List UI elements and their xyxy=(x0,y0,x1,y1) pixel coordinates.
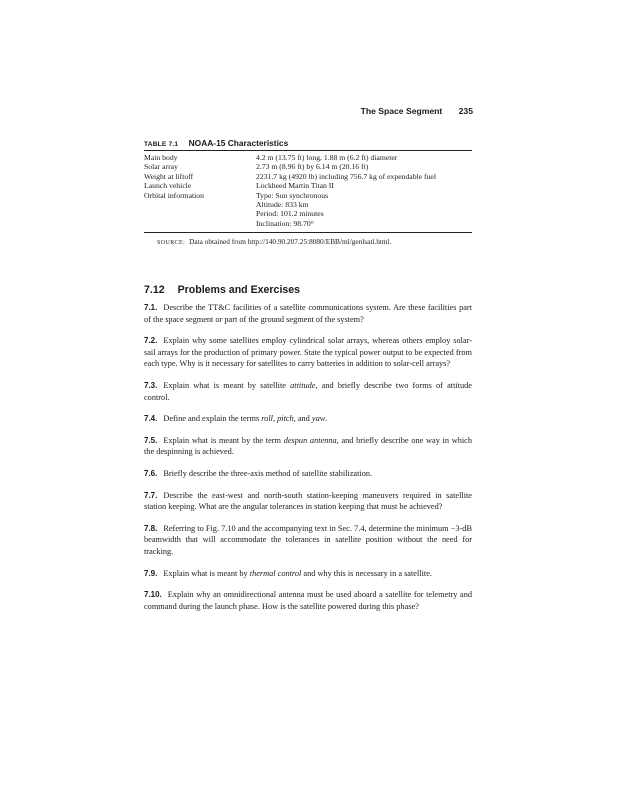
problem-text: Describe the east-west and north-south station-keeping maneuvers required in satellite station keeping. What are the angular tolerances in station keeping that must be achieved? xyxy=(144,490,472,512)
running-header xyxy=(361,106,473,116)
problem-term: despun antenna xyxy=(283,435,337,445)
problem-item xyxy=(144,380,472,403)
source-text: Data obtained from http://140.90.207.25:8080/EBB/ml/genlsatl.html. xyxy=(189,237,392,246)
problem-item xyxy=(144,435,472,458)
problem-item xyxy=(144,302,472,325)
section-number: 7.12 xyxy=(144,284,165,296)
problem-item xyxy=(144,468,472,480)
problem-text: Briefly describe the three-axis method of satellite stabilization. xyxy=(163,468,373,478)
table-value-line: Type: Sun synchronous xyxy=(256,190,329,200)
table-row xyxy=(144,162,472,171)
table-value-line: Lockheed Martin Titan II xyxy=(256,181,334,191)
problem-number: 7.7. xyxy=(144,490,158,500)
table-row-value xyxy=(256,172,472,181)
problem-text: Explain what is meant by the term xyxy=(163,435,284,445)
table-row xyxy=(144,181,472,190)
problem-number: 7.6. xyxy=(144,468,158,478)
table-row-label: Solar array xyxy=(144,162,178,172)
problem-item xyxy=(144,413,472,425)
problem-text: , and xyxy=(293,414,312,424)
section-title: Problems and Exercises xyxy=(177,284,301,296)
table-row-label: Main body xyxy=(144,153,178,162)
problem-term: pitch xyxy=(277,414,294,424)
problem-number: 7.4. xyxy=(144,414,158,424)
table-title: NOAA-15 Characteristics xyxy=(188,138,289,148)
problem-item xyxy=(144,568,472,580)
problem-term: thermal control xyxy=(249,568,302,578)
table-row xyxy=(144,153,472,162)
problem-item xyxy=(144,589,472,612)
problem-list xyxy=(144,302,472,622)
problem-text: Describe the TT&C facilities of a satellite communications system. Are these facilities part of the space segment or part of the ground segment of the system? xyxy=(144,303,472,324)
table-top-rule xyxy=(144,150,472,151)
problem-number: 7.2. xyxy=(144,336,158,346)
table-row xyxy=(144,191,472,229)
problem-term: yaw xyxy=(311,414,326,424)
table-row xyxy=(144,172,472,181)
table-value-line: Inclination: 98.70° xyxy=(256,218,314,228)
problem-item xyxy=(144,335,472,370)
problem-number: 7.1. xyxy=(144,303,158,312)
problem-text: Explain what is meant by satellite xyxy=(163,380,291,390)
problem-number: 7.5. xyxy=(144,435,158,445)
table-caption xyxy=(144,138,288,148)
table-row-label: Orbital information xyxy=(144,190,204,200)
problem-number: 7.8. xyxy=(144,523,158,533)
table-bottom-rule xyxy=(144,232,472,233)
source-label: SOURCE: xyxy=(157,240,186,246)
problem-text: , and briefly describe two forms of attitude control. xyxy=(144,380,472,402)
problem-text: Define and explain the terms xyxy=(163,414,262,424)
problem-term: attitude xyxy=(290,380,316,390)
page-number: 235 xyxy=(458,106,473,116)
table-row-label: Launch vehicle xyxy=(144,181,192,191)
problem-term: roll xyxy=(261,414,273,424)
table-source-note xyxy=(157,237,391,246)
problem-text: , and briefly describe one way in which the despinning is achieved. xyxy=(144,435,472,457)
problem-text: Referring to Fig. 7.10 and the accompanying text in Sec. 7.4, determine the minimum −3-dB beamwidth that will accommodate the tolerances in satellite position without the need for tracking. xyxy=(144,523,472,556)
table-value-line: 2231.7 kg (4920 lb) including 756.7 kg of expendable fuel xyxy=(256,171,436,181)
problem-text: . xyxy=(325,414,328,424)
table-row-label: Weight at liftoff xyxy=(144,171,194,181)
table-value-line: Altitude: 833 km xyxy=(256,200,309,210)
running-title: The Space Segment xyxy=(360,106,443,116)
problem-number: 7.9. xyxy=(144,568,158,578)
problem-number: 7.3. xyxy=(144,380,158,390)
problem-number: 7.10. xyxy=(144,590,162,600)
spec-table xyxy=(144,153,472,228)
table-row-value xyxy=(256,162,472,171)
problem-text: Explain why some satellites employ cylindrical solar arrays, whereas others employ solar-sail arrays for the production of primary power. State the typical power output to be expected from each type. Why is it necessary for satellites to carry batteries in addition to solar-cell arrays? xyxy=(144,336,472,369)
problem-item xyxy=(144,490,472,513)
problem-text: Explain why an omnidirectional antenna must be used aboard a satellite for telemetry and command during the launch phase. How is the satellite powered during this phase? xyxy=(144,590,472,611)
problem-text: Explain what is meant by xyxy=(163,568,250,578)
table-row-value xyxy=(256,191,472,229)
problem-text: and why this is necessary in a satellite. xyxy=(301,568,432,578)
table-value-line: 4.2 m (13.75 ft) long, 1.88 m (6.2 ft) diameter xyxy=(256,153,398,162)
table-row-value xyxy=(256,153,472,162)
table-row-value xyxy=(256,181,472,190)
problem-text: , xyxy=(272,414,278,424)
table-number: TABLE 7.1 xyxy=(144,141,179,148)
problem-item xyxy=(144,523,472,558)
section-heading xyxy=(144,284,300,296)
table-value-line: Period: 101.2 minutes xyxy=(256,209,324,219)
table-value-line: 2.73 m (8.96 ft) by 6.14 m (20.16 ft) xyxy=(256,162,369,172)
